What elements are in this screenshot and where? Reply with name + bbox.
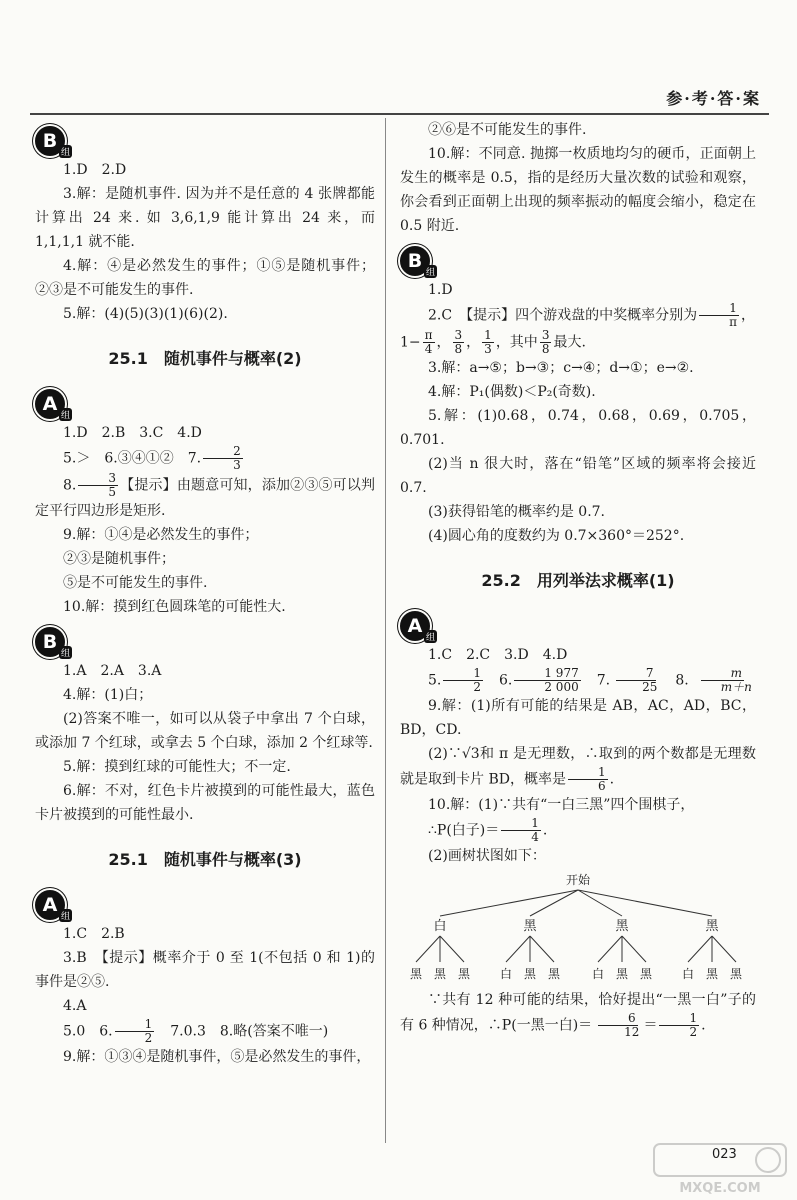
tree-edge [416,936,440,962]
group-label: 组 [424,265,437,278]
group-b-badge [400,246,437,276]
group-b-badge [35,126,72,156]
answer-line: 1.D 2.B 3.C 4.D [63,425,202,441]
answer-text: 7. [582,672,611,689]
answer-text: ∵共有 12 种可能的结果，恰好提出“一黑一白”子的有 6 种情况，∴P(一黑一白)＝ [400,992,756,1034]
numerator: 2 [203,445,243,459]
tree-level1-edges [440,890,712,916]
denominator: 8 [541,342,550,356]
tree-node-level2: 黑 [457,967,471,981]
answer-text: 8. [661,672,689,689]
watermark-circle [756,1148,780,1172]
tree-node-level2: 黑 [639,967,653,981]
answer-line [35,445,375,472]
answer-line: 1.A 2.A 3.A [63,663,162,679]
tree-edge [440,890,578,916]
answer-line: 9.解：①④是必然发生的事件； [63,527,259,543]
numerator: 3 [541,328,550,342]
answer-line: 10.解：(1)∵共有“一白三黑”四个围棋子， [428,797,695,813]
answer-text: 6. [485,672,513,689]
group-a-letter: A [35,890,65,920]
fraction [594,1012,641,1039]
numerator: 1 [115,1018,155,1032]
denominator: 12 [624,1025,640,1039]
tree-node-level2: 黑 [547,967,561,981]
answer-line: 5.解：(1)0.68，0.74，0.68，0.69，0.705，0.701. [400,408,756,448]
answer-line [35,472,375,523]
answer-text: (2)∵√3和 π 是无理数，∴取到的两个数都是无理数就是取到卡片 BD，概率是 [400,746,756,788]
watermark-text: MXQE.COM [679,1181,761,1196]
numerator: 1 [568,766,608,780]
answer-line: 6.解：不对，红色卡片被摸到的可能性最大，蓝色卡片被摸到的可能性最小. [35,783,375,823]
numerator: m [701,667,744,681]
group-label: 组 [59,408,72,421]
answer-text: ∴P(白子)＝ [428,822,500,839]
left-column [35,118,375,1069]
answer-line: ∴P(白子)＝ $\frac{1}{4}$ . [428,816,548,844]
answer-line: (2)当 n 很大时，落在“铅笔”区域的频率将会接近 0.7. [400,456,756,496]
fraction [115,1018,155,1045]
tree-edge [440,936,464,962]
tree-level2-labels [410,967,743,981]
answer-line: 5.解：摸到红球的可能性大；不一定. [63,759,291,775]
fraction [482,329,494,356]
answer-text: 最大. [553,334,586,351]
fraction [514,667,580,694]
answer-line: 4.解：(1)白； [63,687,153,703]
tree-edge [712,936,736,962]
answer-line: ⑤是不可能发生的事件. [63,575,208,591]
denominator: 3 [233,458,241,472]
answer-text: 1− [400,334,421,351]
group-a-letter: A [35,389,65,419]
answer-line [35,1018,375,1045]
denominator: π [729,315,737,329]
denominator: 2 000 [544,680,579,694]
right-column [400,118,756,1039]
fraction [699,302,739,329]
answer-line: 1.C 2.C 3.D 4.D [428,647,568,663]
numerator: π [424,328,433,342]
tree-node-level2: 黑 [615,967,629,981]
tree-node-level2: 黑 [729,967,743,981]
numerator: 3 [78,472,118,486]
answer-line: 10.解：摸到红色圆珠笔的可能性大. [63,599,286,615]
fraction [453,329,465,356]
tree-edge [530,936,554,962]
answer-line: 5.解：(4)(5)(3)(1)(6)(2). [63,306,228,322]
answer-text: 5.0 6. [63,1023,113,1040]
section-title: 25.1 随机事件与概率(2) [108,349,302,368]
group-b-letter: B [35,126,65,156]
answer-text: 【提示】由题意可知，添加②③⑤可以判定平行四边形是矩形. [35,477,375,519]
answer-text: ，其中 [495,334,538,351]
header-rule [30,113,769,115]
denominator: 2 [689,1025,698,1039]
tree-edge [506,936,530,962]
answer-line: 3.解：a→⑤；b→③；c→④；d→①；e→②. [428,360,694,376]
fraction [423,329,435,356]
answer-text: 7.0.3 8.略(答案不唯一) [156,1023,329,1040]
tree-node-level1: 白 [433,919,447,934]
answer-line: 1.C 2.B [63,926,125,942]
tree-edge [598,936,622,962]
denominator: 4 [531,830,539,844]
denominator: 5 [108,485,116,499]
denominator: 25 [642,680,658,694]
fraction [540,329,552,356]
answer-line: ∵共有 12 种可能的结果，恰好提出“一黑一白”子的有 6 种情况，∴P(一黑一白)＝ $\frac{6}{12}$ ＝ $\frac{1}{2}$ . [400,992,756,1039]
answer-line: 1.D [428,282,453,298]
answer-line: 4.A [63,998,87,1014]
answer-line: ②③是随机事件； [63,551,175,567]
answer-line: 4.解：④是必然发生的事件；①⑤是随机事件；②③是不可能发生的事件. [35,258,375,298]
answer-line: (2)答案不唯一，如可以从袋子中拿出 7 个白球，或添加 7 个红球，或拿去 5 个白球，添加 2 个红球等. [35,711,375,751]
page-number: 023 [712,1147,737,1162]
tree-root-label: 开始 [565,873,591,887]
answer-line: 9.解：(1)所有可能的结果是 AB，AC，AD，BC，BD，CD. [400,698,756,738]
answer-line: (4)圆心角的度数约为 0.7×360°＝252°. [428,528,685,544]
numerator: 1 [443,667,483,681]
fraction [691,667,754,694]
numerator: 3 [454,328,463,342]
answer-text: 8. [63,477,77,494]
fraction [659,1012,699,1039]
numerator: 1 [659,1012,699,1026]
group-a-badge [35,389,72,419]
answer-line: 9.解：①③④是随机事件，⑤是必然发生的事件， [63,1049,371,1065]
numerator: 7 [616,667,656,681]
tree-node-level2: 白 [681,967,695,981]
tree-node-level2: 黑 [409,967,423,981]
denominator: 3 [484,342,492,356]
denominator: 2 [473,680,481,694]
group-label: 组 [59,909,72,922]
section-title: 25.2 用列举法求概率(1) [481,571,675,590]
answer-line: 3.B 【提示】概率介于 0 至 1(不包括 0 和 1)的事件是②⑤. [35,950,375,990]
tree-node-level2: 黑 [433,967,447,981]
group-a-badge [35,890,72,920]
denominator: m＋n [720,680,752,694]
watermark-logo [650,1140,790,1198]
numerator: 1 [484,328,492,342]
numerator: 1 977 [514,667,580,681]
answer-text: 5. [428,672,442,689]
answer-line: 1− $\frac{\pi}{4}$ ， $\frac{3}{8}$ ， $\frac{1}{3}$ ，其中 $\frac{3}{8}$ 最大. [400,328,586,356]
answer-line: 2.C 【提示】四个游戏盘的中奖概率分别为 $\frac{1}{\pi}$ ， [428,301,755,329]
group-label: 组 [59,646,72,659]
group-a-letter: A [400,611,430,641]
tree-edge [530,890,578,916]
numerator: 1 [699,302,739,316]
tree-node-level2: 黑 [523,967,537,981]
denominator: 2 [144,1031,153,1045]
denominator: 4 [424,342,433,356]
tree-level2-edges [416,936,736,962]
denominator: 8 [454,342,463,356]
column-divider [385,118,386,1143]
fraction [203,445,243,472]
answer-line: 3.解：是随机事件. 因为并不是任意的 4 张牌都能计算出 24 来. 如 3,6,1,9 能计算出 24 来，而 1,1,1,1 就不能. [35,186,375,250]
numerator: 6 [598,1012,638,1026]
group-label: 组 [59,145,72,158]
tree-node-level2: 黑 [705,967,719,981]
answer-line: 10.解：不同意. 抛掷一枚质地均匀的硬币，正面朝上发生的概率是 0.5，指的是经历大量次数的试验和观察，你会看到正面朝上出现的频率振动的幅度会缩小，稳定在 0.5 附近. [400,146,756,234]
group-b-letter: B [400,246,430,276]
section-title: 25.1 随机事件与概率(3) [108,850,302,869]
numerator: 1 [501,817,541,831]
tree-node-level1: 黑 [615,919,629,934]
answer-line: (3)获得铅笔的概率约是 0.7. [428,504,605,520]
tree-edge [578,890,712,916]
group-label: 组 [424,630,437,643]
answer-line: (2)画树状图如下： [428,848,546,864]
fraction [443,667,483,694]
tree-edge [688,936,712,962]
answer-line: ②⑥是不可能发生的事件. [428,122,587,138]
fraction [612,667,659,694]
fraction [78,472,118,499]
group-b-badge [35,627,72,657]
tree-node-level1: 黑 [705,919,719,934]
tree-node-level2: 白 [499,967,513,981]
tree-node-level2: 白 [591,967,605,981]
group-a-badge [400,611,437,641]
answer-line: 4.解：P₁(偶数)＜P₂(奇数). [428,384,596,400]
group-b-letter: B [35,627,65,657]
answer-line: (2)∵√3和 π 是无理数，∴取到的两个数都是无理数就是取到卡片 BD，概率是 $\frac{1}{6}$ . [400,746,756,793]
denominator: 6 [597,779,606,793]
fraction [568,766,608,793]
answer-line: 1.D 2.D [63,162,127,178]
fraction [501,817,541,844]
tree-node-level1: 黑 [523,919,537,934]
answer-line [400,667,756,694]
answer-text: 2.C 【提示】四个游戏盘的中奖概率分别为 [428,307,698,324]
tree-diagram [400,870,756,988]
page-header: 参·考·答·案 [666,89,761,108]
answer-text: 5.＞ 6.③④①② 7. [63,450,202,467]
tree-edge [622,936,646,962]
